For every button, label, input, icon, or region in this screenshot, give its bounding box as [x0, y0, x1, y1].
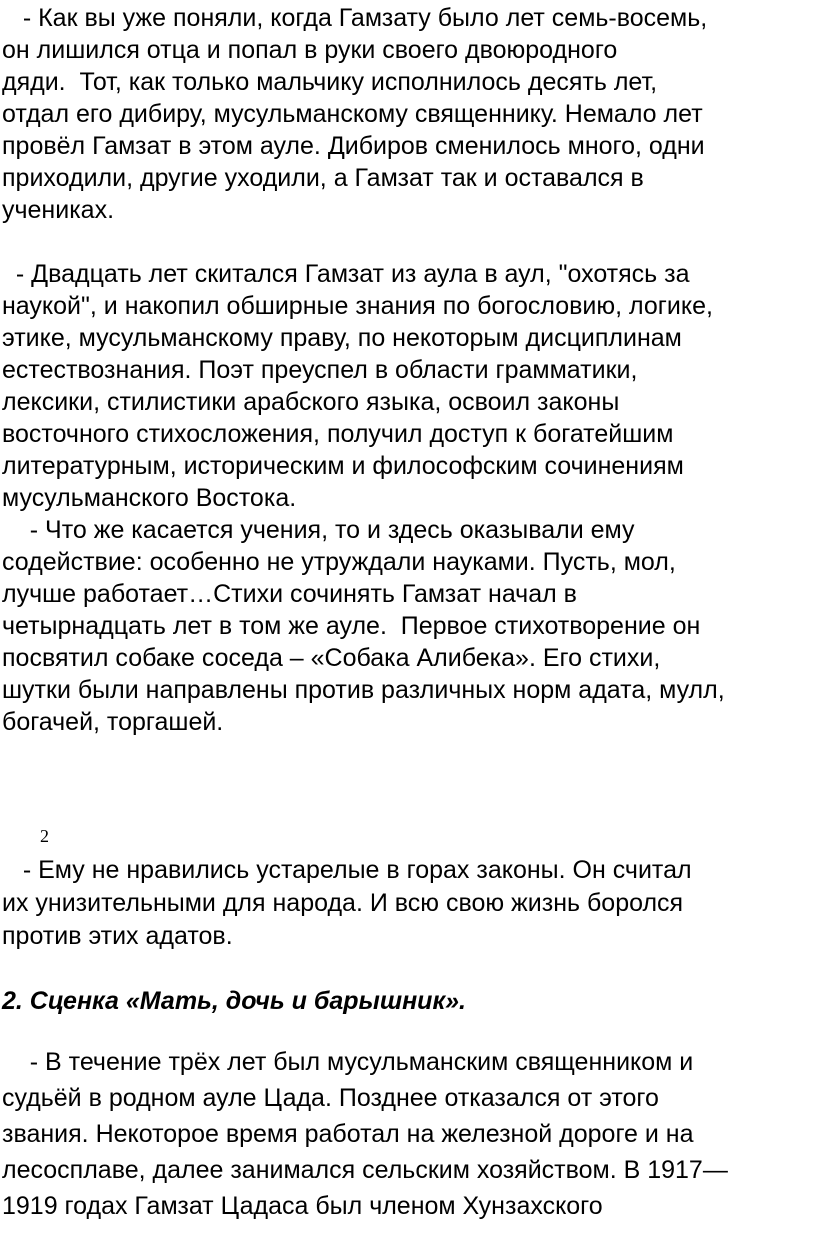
text-line: - Ему не нравились устарелые в горах законы. Он считал [2, 856, 692, 884]
text-line: дяди. Тот, как только мальчику исполнилось десять лет, [2, 68, 658, 96]
text-line: лесосплаве, далее занимался сельским хозяйством. В 1917— [2, 1156, 728, 1184]
text-line: провёл Гамзат в этом ауле. Дибиров сменилось много, одни [2, 132, 705, 160]
text-line: - Что же касается учения, то и здесь оказывали ему [2, 516, 635, 544]
text-line: против этих адатов. [2, 922, 233, 950]
paragraph-first-poems [2, 514, 814, 738]
text-line: судьёй в родном ауле Цада. Позднее отказался от этого [2, 1084, 659, 1112]
text-line: посвятил собаке соседа – «Собака Алибека». Его стихи, [2, 644, 661, 672]
text-line: этике, мусульманскому праву, по некоторым дисциплинам [2, 324, 682, 352]
text-line: богачей, торгашей. [2, 708, 224, 736]
text-line: шутки были направлены против различных норм адата, мулл, [2, 676, 725, 704]
section-heading: 2. Сценка «Мать, дочь и барышник». [2, 987, 466, 1015]
text-line: восточного стихосложения, получил доступ к богатейшим [2, 420, 674, 448]
text-line: лучше работает…Стихи сочинять Гамзат начал в [2, 580, 577, 608]
text-line: он лишился отца и попал в руки своего двоюродного [2, 36, 618, 64]
text-line: мусульманского Востока. [2, 484, 297, 512]
text-line: - В течение трёх лет был мусульманским священником и [2, 1048, 694, 1076]
paragraph-childhood [2, 2, 814, 226]
text-line: 1919 годах Гамзат Цадаса был членом Хунзахского [2, 1192, 603, 1220]
text-line: отдал его дибиру, мусульманскому священнику. Немало лет [2, 100, 703, 128]
text-line: четырнадцать лет в том же ауле. Первое стихотворение он [2, 612, 701, 640]
page-number: 2 [40, 826, 49, 846]
text-line: звания. Некоторое время работал на железной дороге и на [2, 1120, 694, 1148]
paragraph-education [2, 258, 814, 514]
text-line: лексики, стилистики арабского языка, освоил законы [2, 388, 620, 416]
text-line: наукой", и накопил обширные знания по богословию, логике, [2, 292, 713, 320]
text-line: учениках. [2, 196, 115, 224]
text-line: - Как вы уже поняли, когда Гамзату было лет семь-восемь, [2, 4, 708, 32]
text-line: естествознания. Поэт преуспел в области грамматики, [2, 356, 638, 384]
paragraph-laws [2, 854, 814, 953]
text-line: содействие: особенно не утруждали науками. Пусть, мол, [2, 548, 676, 576]
text-line: - Двадцать лет скитался Гамзат из аула в аул, "охотясь за [2, 260, 690, 288]
text-line: литературным, историческим и философским сочинениям [2, 452, 684, 480]
paragraph-career [2, 1044, 814, 1224]
text-line: приходили, другие уходили, а Гамзат так и оставался в [2, 164, 644, 192]
text-line: их унизительными для народа. И всю свою жизнь боролся [2, 889, 684, 917]
